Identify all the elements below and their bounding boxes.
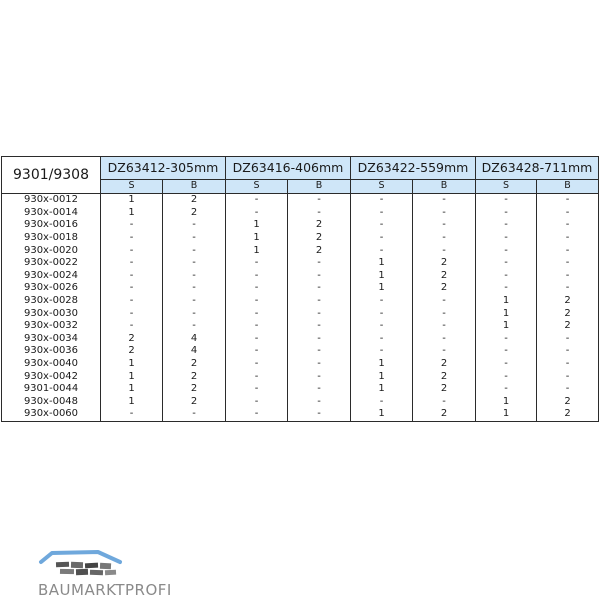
model-cell: 930x-0016 <box>2 219 101 232</box>
group-header: DZ63412-305mm <box>101 157 226 180</box>
quantity-cell-b: 2 <box>413 257 476 270</box>
table-row <box>2 194 599 207</box>
quantity-cell-b: 2 <box>163 370 226 383</box>
table-row <box>2 219 599 232</box>
quantity-cell-b: - <box>413 219 476 232</box>
quantity-cell-s: - <box>351 219 413 232</box>
quantity-cell-b: - <box>163 408 226 421</box>
quantity-cell-s: - <box>476 333 537 346</box>
quantity-cell-b: - <box>413 207 476 220</box>
quantity-cell-b: - <box>288 396 351 409</box>
quantity-cell-s: 2 <box>101 333 163 346</box>
quantity-cell-s: - <box>101 257 163 270</box>
quantity-cell-b: 2 <box>413 370 476 383</box>
quantity-cell-b: - <box>288 257 351 270</box>
compatibility-table-wrapper <box>1 156 598 422</box>
quantity-cell-s: - <box>476 232 537 245</box>
quantity-cell-s: 1 <box>101 383 163 396</box>
quantity-cell-b: - <box>163 282 226 295</box>
model-cell: 930x-0032 <box>2 320 101 333</box>
quantity-cell-s: 1 <box>226 244 288 257</box>
model-cell: 930x-0020 <box>2 244 101 257</box>
quantity-cell-s: - <box>226 358 288 371</box>
quantity-cell-b: - <box>288 408 351 421</box>
table-row <box>2 295 599 308</box>
quantity-cell-s: 1 <box>101 207 163 220</box>
quantity-cell-s: 2 <box>101 345 163 358</box>
quantity-cell-b: 2 <box>413 408 476 421</box>
model-cell: 930x-0030 <box>2 307 101 320</box>
sub-header-b: B <box>413 179 476 193</box>
quantity-cell-s: 1 <box>101 358 163 371</box>
quantity-cell-b: - <box>163 295 226 308</box>
quantity-cell-s: - <box>351 320 413 333</box>
quantity-cell-s: 1 <box>226 232 288 245</box>
quantity-cell-s: - <box>101 282 163 295</box>
model-cell: 930x-0040 <box>2 358 101 371</box>
model-cell: 930x-0018 <box>2 232 101 245</box>
quantity-cell-s: 1 <box>476 408 537 421</box>
quantity-cell-b: - <box>413 194 476 207</box>
quantity-cell-b: - <box>288 333 351 346</box>
sub-header-s: S <box>101 179 163 193</box>
model-cell: 930x-0048 <box>2 396 101 409</box>
quantity-cell-b: 2 <box>288 244 351 257</box>
quantity-cell-s: - <box>226 207 288 220</box>
group-header: DZ63416-406mm <box>226 157 351 180</box>
model-cell: 930x-0014 <box>2 207 101 220</box>
quantity-cell-s: 1 <box>101 370 163 383</box>
table-row <box>2 358 599 371</box>
quantity-cell-s: 1 <box>226 219 288 232</box>
quantity-cell-b: - <box>163 320 226 333</box>
quantity-cell-s: - <box>351 295 413 308</box>
quantity-cell-s: 1 <box>476 320 537 333</box>
quantity-cell-s: - <box>226 396 288 409</box>
quantity-cell-s: - <box>351 232 413 245</box>
quantity-cell-b: 2 <box>413 358 476 371</box>
roof-logo-icon <box>38 548 158 582</box>
model-column-header: 9301/9308 <box>2 157 101 194</box>
quantity-cell-b: - <box>288 345 351 358</box>
quantity-cell-s: 1 <box>351 358 413 371</box>
sub-header-s: S <box>351 179 413 193</box>
quantity-cell-b: - <box>413 345 476 358</box>
group-header-row <box>2 157 599 180</box>
quantity-cell-b: - <box>413 232 476 245</box>
quantity-cell-s: - <box>101 307 163 320</box>
quantity-cell-b: - <box>537 207 599 220</box>
quantity-cell-s: - <box>226 408 288 421</box>
quantity-cell-b: - <box>537 270 599 283</box>
quantity-cell-b: 2 <box>537 396 599 409</box>
quantity-cell-s: - <box>101 270 163 283</box>
quantity-cell-b: 2 <box>163 207 226 220</box>
compatibility-table <box>1 156 599 422</box>
table-row <box>2 370 599 383</box>
quantity-cell-s: 1 <box>476 307 537 320</box>
quantity-cell-b: - <box>413 333 476 346</box>
model-cell: 930x-0034 <box>2 333 101 346</box>
model-cell: 930x-0022 <box>2 257 101 270</box>
quantity-cell-b: - <box>537 232 599 245</box>
model-cell: 930x-0026 <box>2 282 101 295</box>
quantity-cell-b: - <box>288 358 351 371</box>
quantity-cell-b: - <box>288 370 351 383</box>
table-row <box>2 345 599 358</box>
table-row <box>2 396 599 409</box>
quantity-cell-b: - <box>288 282 351 295</box>
quantity-cell-s: - <box>226 320 288 333</box>
sub-header-s: S <box>226 179 288 193</box>
sub-header-b: B <box>288 179 351 193</box>
quantity-cell-s: - <box>226 282 288 295</box>
quantity-cell-b: 2 <box>537 307 599 320</box>
quantity-cell-s: - <box>476 383 537 396</box>
quantity-cell-s: - <box>476 345 537 358</box>
quantity-cell-s: - <box>351 194 413 207</box>
quantity-cell-b: - <box>537 370 599 383</box>
quantity-cell-s: - <box>226 345 288 358</box>
quantity-cell-s: - <box>351 207 413 220</box>
quantity-cell-s: - <box>351 307 413 320</box>
quantity-cell-s: 1 <box>101 194 163 207</box>
quantity-cell-b: 2 <box>288 232 351 245</box>
quantity-cell-b: 2 <box>163 396 226 409</box>
quantity-cell-b: 2 <box>288 219 351 232</box>
quantity-cell-b: - <box>537 194 599 207</box>
quantity-cell-b: - <box>163 244 226 257</box>
quantity-cell-s: - <box>226 307 288 320</box>
quantity-cell-s: - <box>226 270 288 283</box>
quantity-cell-b: - <box>288 320 351 333</box>
quantity-cell-s: - <box>101 232 163 245</box>
quantity-cell-b: - <box>288 207 351 220</box>
table-row <box>2 270 599 283</box>
quantity-cell-s: - <box>476 207 537 220</box>
quantity-cell-b: - <box>163 257 226 270</box>
quantity-cell-s: - <box>226 194 288 207</box>
quantity-cell-s: - <box>351 345 413 358</box>
quantity-cell-s: - <box>101 295 163 308</box>
quantity-cell-b: 2 <box>413 282 476 295</box>
quantity-cell-s: 1 <box>351 408 413 421</box>
quantity-cell-b: - <box>288 383 351 396</box>
model-cell: 930x-0028 <box>2 295 101 308</box>
logo-text: BAUMARKTPROFI <box>38 581 172 599</box>
model-cell: 930x-0042 <box>2 370 101 383</box>
quantity-cell-s: - <box>476 270 537 283</box>
quantity-cell-s: - <box>101 219 163 232</box>
quantity-cell-b: - <box>537 345 599 358</box>
quantity-cell-b: - <box>288 307 351 320</box>
quantity-cell-s: 1 <box>351 257 413 270</box>
quantity-cell-s: - <box>226 295 288 308</box>
quantity-cell-s: - <box>476 282 537 295</box>
model-cell: 930x-0060 <box>2 408 101 421</box>
sub-header-s: S <box>476 179 537 193</box>
quantity-cell-s: - <box>101 244 163 257</box>
model-cell: 930x-0012 <box>2 194 101 207</box>
quantity-cell-b: 2 <box>537 320 599 333</box>
quantity-cell-s: - <box>351 333 413 346</box>
quantity-cell-s: 1 <box>101 396 163 409</box>
quantity-cell-b: - <box>413 295 476 308</box>
table-body <box>2 194 599 422</box>
quantity-cell-s: - <box>476 244 537 257</box>
quantity-cell-s: - <box>226 370 288 383</box>
quantity-cell-b: - <box>537 282 599 295</box>
quantity-cell-s: - <box>226 333 288 346</box>
quantity-cell-b: 2 <box>413 383 476 396</box>
quantity-cell-b: - <box>413 396 476 409</box>
quantity-cell-s: - <box>351 244 413 257</box>
table-row <box>2 244 599 257</box>
table-row <box>2 320 599 333</box>
quantity-cell-s: 1 <box>351 282 413 295</box>
quantity-cell-b: 4 <box>163 333 226 346</box>
baumarktprofi-logo <box>38 548 172 599</box>
table-row <box>2 207 599 220</box>
table-row <box>2 232 599 245</box>
quantity-cell-b: - <box>537 383 599 396</box>
model-cell: 9301-0044 <box>2 383 101 396</box>
quantity-cell-b: - <box>537 257 599 270</box>
quantity-cell-b: - <box>413 307 476 320</box>
group-header: DZ63422-559mm <box>351 157 476 180</box>
quantity-cell-s: 1 <box>351 270 413 283</box>
quantity-cell-s: 1 <box>476 396 537 409</box>
quantity-cell-s: - <box>476 219 537 232</box>
quantity-cell-b: 2 <box>163 358 226 371</box>
quantity-cell-b: - <box>413 320 476 333</box>
sub-header-b: B <box>537 179 599 193</box>
table-row <box>2 257 599 270</box>
quantity-cell-s: - <box>226 257 288 270</box>
quantity-cell-b: 2 <box>537 295 599 308</box>
quantity-cell-b: - <box>413 244 476 257</box>
quantity-cell-b: - <box>288 295 351 308</box>
quantity-cell-s: 1 <box>351 383 413 396</box>
sub-header-b: B <box>163 179 226 193</box>
quantity-cell-b: - <box>163 270 226 283</box>
quantity-cell-s: 1 <box>476 295 537 308</box>
quantity-cell-b: - <box>163 232 226 245</box>
quantity-cell-b: 4 <box>163 345 226 358</box>
quantity-cell-b: - <box>537 219 599 232</box>
quantity-cell-b: 2 <box>537 408 599 421</box>
quantity-cell-b: 2 <box>163 383 226 396</box>
quantity-cell-s: - <box>101 408 163 421</box>
quantity-cell-s: - <box>476 370 537 383</box>
table-row <box>2 408 599 421</box>
quantity-cell-s: - <box>476 257 537 270</box>
quantity-cell-s: - <box>476 194 537 207</box>
table-row <box>2 333 599 346</box>
quantity-cell-b: 2 <box>163 194 226 207</box>
quantity-cell-s: - <box>101 320 163 333</box>
quantity-cell-b: - <box>537 333 599 346</box>
quantity-cell-b: - <box>537 358 599 371</box>
group-header: DZ63428-711mm <box>476 157 599 180</box>
quantity-cell-b: - <box>288 270 351 283</box>
quantity-cell-b: - <box>537 244 599 257</box>
quantity-cell-s: - <box>351 396 413 409</box>
quantity-cell-b: - <box>163 307 226 320</box>
model-cell: 930x-0036 <box>2 345 101 358</box>
quantity-cell-b: - <box>288 194 351 207</box>
quantity-cell-b: - <box>163 219 226 232</box>
table-row <box>2 282 599 295</box>
model-cell: 930x-0024 <box>2 270 101 283</box>
quantity-cell-s: - <box>476 358 537 371</box>
quantity-cell-b: 2 <box>413 270 476 283</box>
quantity-cell-s: - <box>226 383 288 396</box>
table-row <box>2 307 599 320</box>
table-row <box>2 383 599 396</box>
quantity-cell-s: 1 <box>351 370 413 383</box>
